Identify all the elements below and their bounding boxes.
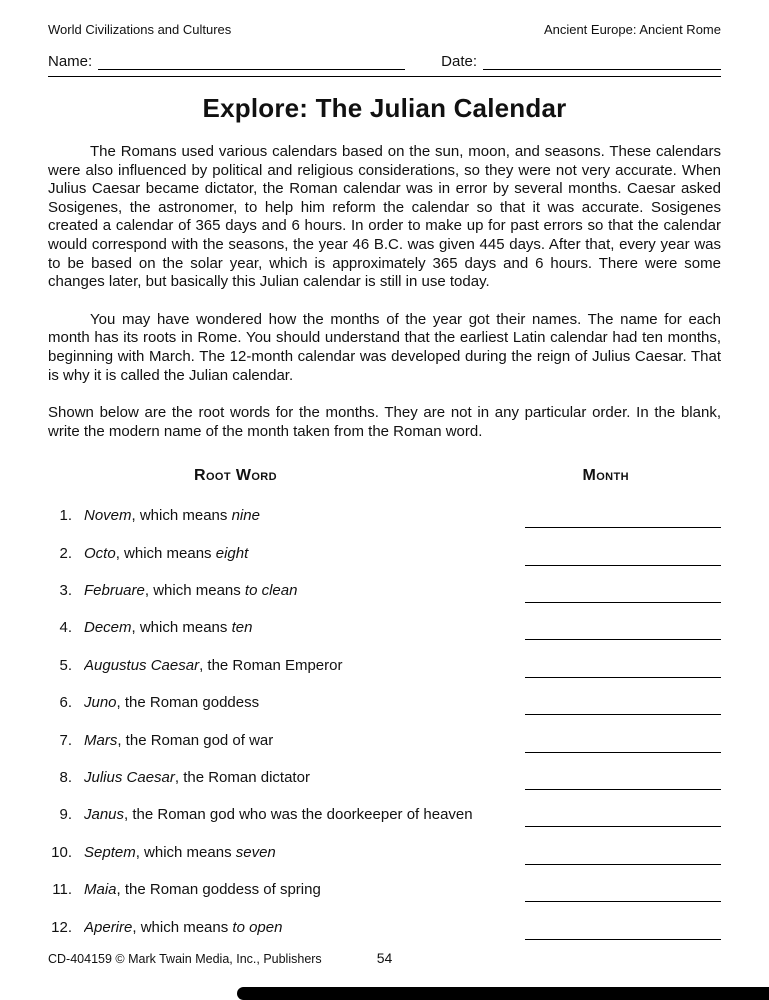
page-footer <box>48 952 721 966</box>
month-answer-blank[interactable] <box>525 621 721 640</box>
item-number: 6. <box>59 694 72 712</box>
root-word: Julius Caesar <box>84 769 175 787</box>
month-answer-blank[interactable] <box>525 509 721 528</box>
item-description: , the Roman Emperor <box>199 656 343 674</box>
item-description: , which means <box>144 582 245 600</box>
item-text <box>84 806 517 823</box>
item-description: , which means <box>135 843 236 861</box>
month-answer-blank[interactable] <box>525 696 721 715</box>
item-number: 11. <box>52 881 72 899</box>
exercise-row <box>48 769 721 790</box>
root-word-column-header: Root Word <box>194 467 277 485</box>
name-label: Name: <box>48 53 93 70</box>
item-text <box>84 919 517 936</box>
root-word: Septem <box>84 843 136 861</box>
meaning-word: nine <box>231 507 260 525</box>
exercise-row <box>48 582 721 603</box>
scan-artifact-bar <box>237 987 769 1000</box>
exercise-row <box>48 619 721 640</box>
root-word: Decem <box>84 619 132 637</box>
root-word: Janus <box>84 806 125 824</box>
date-label: Date: <box>441 53 477 70</box>
item-description: , the Roman god who was the doorkeeper of heaven <box>124 806 473 824</box>
month-answer-blank[interactable] <box>525 808 721 827</box>
month-answer-blank[interactable] <box>525 846 721 865</box>
root-word: Februare <box>84 582 145 600</box>
root-word: Juno <box>84 694 117 712</box>
month-answer-blank[interactable] <box>525 659 721 678</box>
instructions-paragraph: Shown below are the root words for the months. They are not in any particular order. In the blank, write the modern name of the month taken from the Roman word. <box>48 404 721 440</box>
header-divider <box>48 76 721 77</box>
root-word: Octo <box>84 544 116 562</box>
item-number: 8. <box>59 769 72 787</box>
exercise-row <box>48 694 721 715</box>
item-text <box>84 844 517 861</box>
item-text <box>84 582 517 599</box>
exercise-row <box>48 732 721 753</box>
meaning-word: eight <box>215 544 249 562</box>
name-date-row <box>48 53 721 70</box>
root-word: Augustus Caesar <box>84 656 200 674</box>
item-number: 7. <box>59 731 72 749</box>
unit-title: Ancient Europe: Ancient Rome <box>543 22 721 37</box>
month-answer-blank[interactable] <box>525 771 721 790</box>
date-blank[interactable] <box>483 54 721 70</box>
exercise-row <box>48 507 721 528</box>
item-number: 9. <box>59 806 72 824</box>
item-description: , which means <box>115 544 216 562</box>
item-number: 10. <box>51 843 72 861</box>
running-head <box>48 22 721 37</box>
column-headers <box>48 467 721 485</box>
item-number: 2. <box>59 544 72 562</box>
item-description: , the Roman god of war <box>117 731 274 749</box>
item-text <box>84 507 517 524</box>
exercise-row <box>48 806 721 827</box>
item-number: 3. <box>59 582 72 600</box>
month-answer-blank[interactable] <box>525 883 721 902</box>
month-answer-blank[interactable] <box>525 734 721 753</box>
item-text <box>84 694 517 711</box>
item-text <box>84 619 517 636</box>
root-word: Aperire <box>84 918 133 936</box>
item-description: , the Roman goddess of spring <box>116 881 321 899</box>
month-answer-blank[interactable] <box>525 921 721 940</box>
name-blank[interactable] <box>98 54 405 70</box>
item-description: , the Roman dictator <box>174 769 310 787</box>
item-description: , which means <box>132 918 233 936</box>
month-answer-blank[interactable] <box>525 584 721 603</box>
item-number: 1. <box>59 507 72 525</box>
month-answer-blank[interactable] <box>525 547 721 566</box>
exercise-row <box>48 657 721 678</box>
meaning-word: seven <box>235 843 276 861</box>
exercise-row <box>48 844 721 865</box>
page-title: Explore: The Julian Calendar <box>202 93 567 123</box>
item-number: 12. <box>51 918 72 936</box>
item-text <box>84 657 517 674</box>
exercise-row <box>48 919 721 940</box>
root-word: Mars <box>84 731 118 749</box>
root-word: Novem <box>84 507 132 525</box>
exercise-row <box>48 881 721 902</box>
page-number: 54 <box>376 950 393 966</box>
item-text <box>84 881 517 898</box>
item-text <box>84 545 517 562</box>
exercise-row <box>48 545 721 566</box>
publisher-credit: CD-404159 © Mark Twain Media, Inc., Publishers <box>48 952 322 966</box>
item-number: 5. <box>59 656 72 674</box>
month-column-header: Month <box>582 467 629 485</box>
item-text <box>84 769 517 786</box>
meaning-word: ten <box>231 619 253 637</box>
item-description: , which means <box>131 507 232 525</box>
item-description: , which means <box>131 619 232 637</box>
intro-paragraph-1: The Romans used various calendars based on the sun, moon, and seasons. These calendars were also influenced by political and religious considerations, so they were not very accurate. When Julius Caesar became dictator, the Roman calendar was in error by several months. Caesar asked Sosigenes, the astronomer, to help him reform the calendar so that it was accurate. Sosigenes created a calendar of 365 days and 6 hours. In order to make up for past errors so that the calendar would correspond with the seasons, the year 46 B.C. was given 445 days. After that, every year was to be based on the solar year, which is approximately 365 days and 6 hours. There were some changes later, but basically this Julian calendar is still in use today. <box>48 143 721 291</box>
meaning-word: to clean <box>244 582 298 600</box>
item-number: 4. <box>59 619 72 637</box>
intro-paragraph-2: You may have wondered how the months of the year got their names. The name for each month has its roots in Rome. You should understand that the earliest Latin calendar had ten months, beginning with March. The 12-month calendar was developed during the reign of Julius Caesar. That is why it is called the Julian calendar. <box>48 310 721 384</box>
book-title: World Civilizations and Cultures <box>48 22 232 37</box>
item-text <box>84 732 517 749</box>
root-word: Maia <box>84 881 117 899</box>
meaning-word: to open <box>232 918 283 936</box>
exercise-list <box>48 507 721 939</box>
item-description: , the Roman goddess <box>116 694 260 712</box>
